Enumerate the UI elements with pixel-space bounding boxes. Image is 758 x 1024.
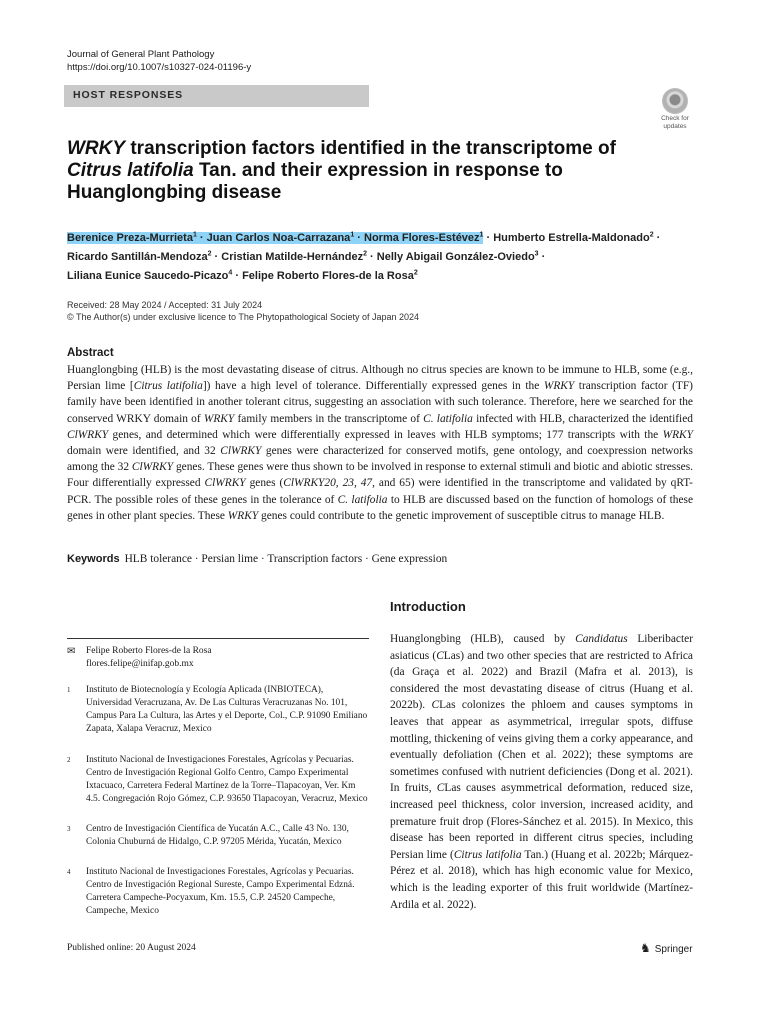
crossmark-icon [662, 88, 688, 114]
intro-text: ), is considered the most devastating disease of citrus (Huang et al. [390, 666, 693, 695]
author-name[interactable]: Juan Carlos Noa-Carrazana [206, 232, 351, 244]
intro-text: Las colonizes the phloem and causes symptoms in leaves that appear as asymmetrical, irregular spots, diffuse mottling, thickening of veins giving them a corky appearance, and eventually defoliation (Chen et al. [390, 699, 693, 762]
abstract-italic: C. latifolia [423, 412, 473, 425]
author-separator: · [196, 232, 207, 244]
publisher-logo [640, 941, 693, 955]
intro-text: Huanglongbing (HLB), caused by [390, 633, 576, 645]
citation-link[interactable]: 2013 [648, 666, 672, 679]
abstract-body [67, 362, 693, 524]
abstract-text: to HLB are discussed based on the function of homologs of these genes in other plant species. These [67, 493, 693, 522]
intro-italic: Candidatus [575, 633, 628, 645]
intro-text: Las causes asymmetrical deformation, reduced size, increased peel thickness, color inversion, increased acidity, and premature fruit drop (Flores-Sánchez et al. [390, 782, 694, 828]
introduction-body [390, 631, 693, 913]
title-part-2: transcription factors identified in the transcriptome of [125, 138, 616, 159]
affiliation-text: Instituto Nacional de Investigaciones Forestales, Agrícolas y Pecuarias. Centro de Investigación Regional Golfo Centro, Campo Experimental Ixtacuaco, Carretera Federal Martínez de la Torre–Tlapacoyan, Ver. Km 4.5. Congregación Rojo Gómez, C.P. 93650 Tlapacoyan, Veracruz, Mexico [86, 755, 368, 804]
section-banner [64, 85, 369, 107]
author-name[interactable]: Liliana Eunice Saucedo-Picazo [67, 270, 229, 282]
abstract-italic: WRKY [662, 428, 693, 441]
author-list [67, 229, 707, 286]
check-updates-line2: updates [663, 123, 687, 130]
author-name[interactable]: Humberto Estrella-Maldonado [493, 232, 650, 244]
abstract-text: transcription factor (TF) family have been identified in another tolerant citrus, suggesting an association with such tolerance. Therefore, here we searched for the conserved WRKY domain of [67, 380, 693, 425]
abstract-italic: WRKY [203, 412, 235, 425]
author-separator: · [366, 251, 377, 263]
title-part-4: Tan. and their expression in response to Huanglongbing disease [67, 160, 563, 203]
citation-link[interactable]: 2022b [613, 848, 643, 861]
author-affiliation: 1 [479, 231, 484, 239]
affiliation-number: 1 [67, 686, 71, 694]
citation-link[interactable]: 2022b [390, 699, 419, 712]
author-affiliation: 3 [534, 250, 539, 258]
journal-name: Journal of General Plant Pathology [67, 49, 215, 60]
intro-italic: C [436, 649, 444, 662]
abstract-text: genes could contribute to the genetic improvement of susceptible citrus to manage HLB. [258, 509, 665, 522]
author-affiliation: 2 [363, 250, 367, 258]
doi-link[interactable]: https://doi.org/10.1007/s10327-024-01196-y [67, 62, 252, 73]
abstract-heading: Abstract [67, 347, 114, 359]
section-label: HOST RESPONSES [73, 89, 184, 101]
author-separator: · [211, 251, 222, 263]
author-name[interactable]: Berenice Preza-Murrieta [67, 232, 193, 244]
author-name[interactable]: Ricardo Santillán-Mendoza [67, 251, 208, 263]
footnote-divider [67, 638, 369, 639]
abstract-text: genes were characterized for conserved motifs, gene ontology, and coexpression networks among the 32 [67, 445, 693, 474]
abstract-text: genes, and determined which were differentially expressed in leaves with HLB symptoms; 177 transcripts with the [108, 428, 663, 441]
abstract-text: domain were identified, and 32 [67, 445, 221, 458]
citation-link[interactable]: 2018 [448, 865, 472, 878]
copyright-line: © The Author(s) under exclusive licence to The Phytopathological Society of Japan 2024 [67, 312, 420, 322]
affiliation-number: 4 [67, 868, 71, 876]
citation-link[interactable]: 2022 [446, 898, 470, 911]
author-affiliation: 2 [649, 231, 654, 239]
author-name[interactable]: Nelly Abigail González-Oviedo [376, 251, 535, 263]
author-separator: · [653, 232, 661, 244]
intro-text: ). [418, 699, 432, 712]
title-part-wrky: WRKY [67, 138, 126, 159]
author-affiliation: 1 [350, 231, 355, 239]
affiliation-text: Instituto Nacional de Investigaciones Forestales, Agrícolas y Pecuarias. Centro de Investigación Regional Sureste, Campo Experimental Edzná. Carretera Campeche-Pocyaxum, Km. 15.5, C.P. 24520 Campeche, Campeche, Mexico [86, 867, 355, 916]
affiliation-text: Centro de Investigación Científica de Yucatán A.C., Calle 43 No. 130, Colonia Chuburná de Hidalgo, C.P. 97205 Mérida, Yucatán, Mexico [86, 824, 349, 847]
intro-text: ) and Brazil (Mafra et al. [504, 666, 649, 679]
author-separator: · [232, 270, 243, 282]
author-affiliation: 4 [228, 269, 233, 277]
abstract-italic: WRKY [543, 380, 575, 393]
author-affiliation: 2 [207, 250, 212, 258]
affiliation-number: 3 [67, 825, 71, 833]
intro-text: ; Márquez-Pérez et al. [390, 848, 693, 878]
author-name[interactable]: Felipe Roberto Flores-de la Rosa [242, 270, 414, 282]
citation-link[interactable]: 2022 [562, 749, 585, 762]
intro-text: ). [469, 898, 477, 911]
keywords-line [67, 553, 693, 565]
abstract-italic: WRKY [227, 509, 259, 522]
corresponding-author-email[interactable]: flores.felipe@inifap.gob.mx [86, 659, 194, 669]
affiliation-text: Instituto de Biotecnología y Ecología Aplicada (INBIOTECA), Universidad Veracruzana, Av. De Las Culturas Veracruzanas No. 101, Campus Para La Cultura, las Artes y el Deporte, Col., C.P. 91090 Emiliano Zapata, Xalapa Veracruz, Mexico [86, 685, 368, 734]
author-separator: · [483, 232, 494, 244]
envelope-icon: ✉ [67, 646, 76, 657]
intro-text: Las) and two other species that are restricted to Africa (da Graça et al. [390, 649, 693, 679]
intro-italic: Citrus latifolia [453, 848, 522, 861]
keywords-text: HLB tolerance · Persian lime · Transcription factors · Gene expression [124, 553, 448, 565]
author-name[interactable]: Norma Flores-Estévez [364, 232, 480, 244]
intro-italic: C [436, 782, 445, 795]
check-for-updates-badge[interactable] [655, 88, 695, 128]
intro-text: ). In fruits, [390, 765, 693, 795]
abstract-italic: ClWRKY [220, 445, 262, 458]
corresponding-author-name: Felipe Roberto Flores-de la Rosa [86, 646, 212, 656]
citation-link[interactable]: 2022 [481, 666, 505, 679]
author-affiliation: 2 [413, 269, 418, 277]
abstract-text: genes. These genes were thus shown to be involved in response to external stimuli and biotic and abiotic stresses. Four differentially expressed [67, 461, 694, 490]
citation-link[interactable]: 2015 [589, 815, 613, 828]
publisher-name: Springer [654, 944, 693, 955]
published-date: Published online: 20 August 2024 [67, 943, 196, 953]
abstract-italic: ClWRKY [131, 461, 174, 474]
affiliation-number: 2 [67, 756, 71, 764]
abstract-text: Huanglongbing (HLB) is the most devastating disease of citrus. Although no citrus species are known to be immune to HLB, some (e.g., Persian lime [ [67, 364, 693, 393]
abstract-text: genes ( [245, 477, 284, 490]
received-dates: Received: 28 May 2024 / Accepted: 31 July 2024 [67, 300, 263, 310]
intro-text: ), which has high economic value for Mexico, which is the leading exporter of this fruit worldwide (Martínez-Ardila et al. [390, 865, 693, 911]
author-highlight [67, 232, 483, 244]
abstract-italic: Citrus latifolia [133, 380, 203, 393]
intro-text: ); these symptoms are sometimes confused with nutrient deficiencies (Dong et al. [390, 749, 693, 778]
intro-text: Liberibacter asiaticus ( [390, 633, 694, 662]
author-separator: · [354, 232, 364, 244]
citation-link[interactable]: 2021 [663, 765, 687, 778]
intro-text: Tan.) (Huang et al. [521, 848, 614, 861]
abstract-text: ]) have a high level of tolerance. Differentially expressed genes in the [202, 380, 544, 393]
check-updates-line1: Check for [661, 115, 689, 122]
abstract-text: family members in the transcriptome of [234, 412, 424, 425]
author-separator: · [538, 251, 546, 263]
abstract-italic: ClWRKY [204, 477, 246, 490]
intro-text: ). In Mexico, this disease has been reported in different citrus species, including Persian lime ( [390, 815, 694, 861]
title-part-species: Citrus latifolia [67, 160, 194, 181]
abstract-italic: ClWRKY20, 23, 47, [283, 477, 375, 490]
abstract-italic: ClWRKY [67, 428, 109, 441]
article-title [67, 138, 637, 204]
introduction-heading: Introduction [390, 599, 466, 614]
abstract-text: and 65) were identified in the transcriptome and validated by qRT-PCR. The possible roles of these genes in the tolerance of [67, 477, 693, 506]
keywords-label: Keywords [67, 553, 120, 565]
author-affiliation: 1 [192, 231, 197, 239]
abstract-text: infected with HLB, characterized the identified [472, 412, 693, 425]
abstract-italic: C. latifolia [337, 493, 388, 506]
springer-horse-icon: ♞ [640, 941, 651, 955]
intro-italic: C [431, 699, 440, 712]
author-name[interactable]: Cristian Matilde-Hernández [221, 251, 364, 263]
